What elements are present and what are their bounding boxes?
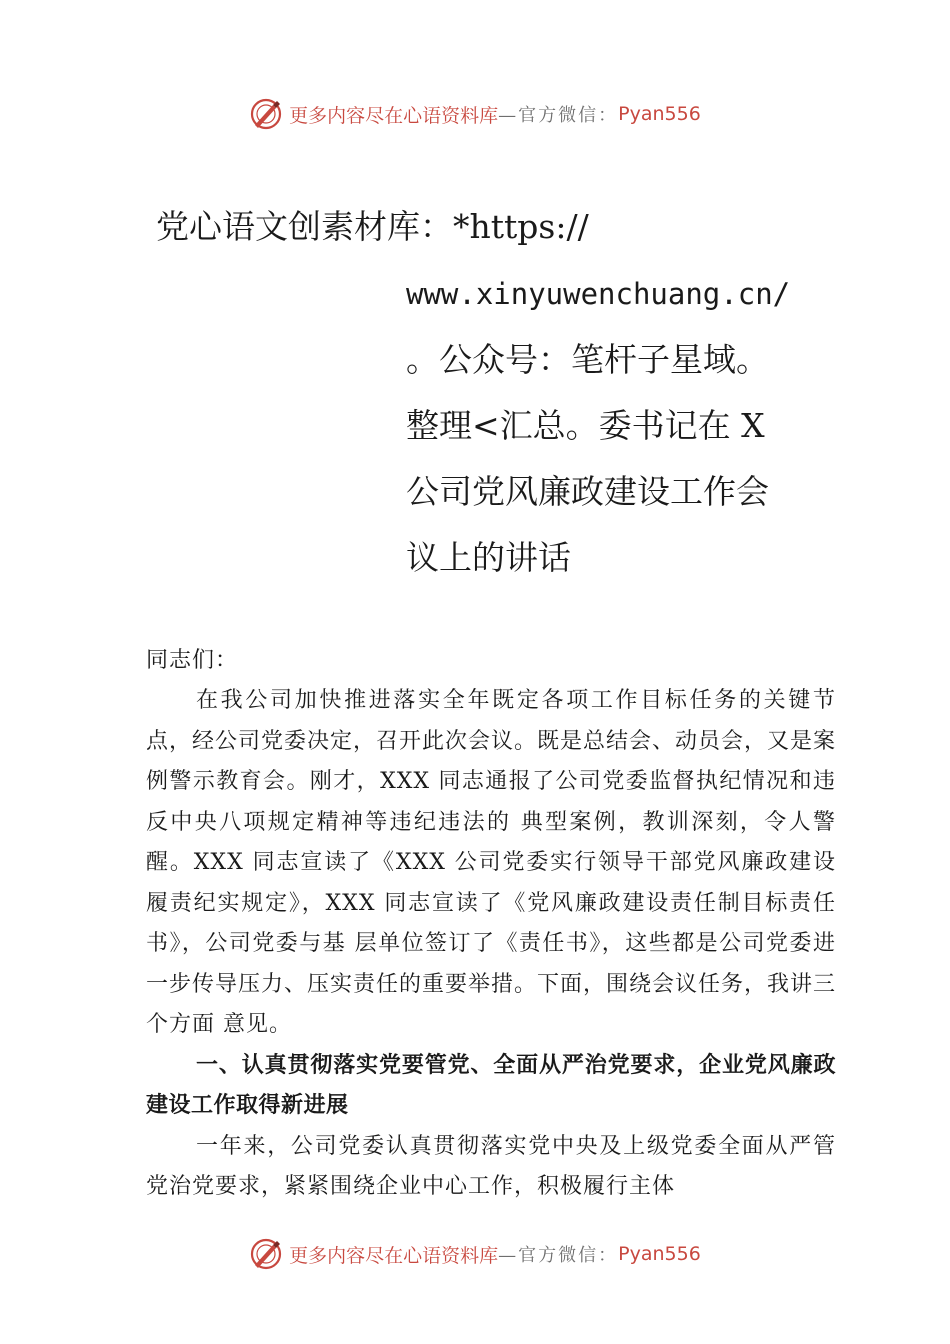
title-line-6: 议上的讲话 — [406, 538, 571, 577]
paragraph-intro: 在我公司加快推进落实全年既定各项工作目标任务的关键节点，经公司党委决定，召开此次会议。既是总结会、动员会，又是案例警示教育会。刚才，XXX 同志通报了公司党委监督执纪情况和违反中央八项规定精神等违纪违法的 典型案例，教训深刻，令人警醒。XXX 同志宣读了《XXX 公司党委实行领导干部党风廉政建设履责纪实规定》，XXX 同志宣读了《党风廉政建设责任制目标责任书》，公司党委与基 层单位签订了《责任书》，这些都是公司党委进一步传导压力、压实责任的重要举措。下面，围绕会议任务，我讲三个方面 意见。 — [146, 688, 837, 1037]
title-line-2: www.xinyuwenchuang.cn/ — [406, 277, 791, 311]
watermark-banner-bottom — [0, 1234, 950, 1274]
greeting: 同志们： — [146, 648, 239, 673]
watermark-site-text: 更多内容尽在心语资料库 — [289, 1244, 499, 1267]
paragraph-section-1: 一年来，公司党委认真贯彻落实党中央及上级党委全面从严管党治党要求，紧紧围绕企业中心工作，积极履行主体 — [146, 1133, 836, 1199]
title-line-3: 。公众号：笔杆子星域。 — [406, 340, 769, 379]
watermark-wechat-label: —官方微信： — [498, 105, 619, 126]
watermark-wechat-id: Pyan556 — [618, 1243, 701, 1265]
watermark-site-text: 更多内容尽在心语资料库 — [289, 104, 499, 127]
watermark-banner-top — [0, 94, 950, 134]
title-line-4: 整理<汇总。委书记在 X — [406, 406, 765, 445]
pen-logo-icon — [249, 1237, 283, 1271]
watermark-wechat-label: —官方微信： — [498, 1245, 619, 1266]
title-line-1: 党心语文创素材库：*https:// — [156, 207, 589, 246]
title-line-5: 公司党风廉政建设工作会 — [406, 472, 769, 511]
section-heading-1: 一、认真贯彻落实党要管党、全面从严治党要求，企业党风廉政建设工作取得新进展 — [146, 1052, 836, 1118]
pen-logo-icon — [249, 97, 283, 131]
watermark-wechat-id: Pyan556 — [618, 103, 701, 125]
document-body — [146, 681, 836, 1208]
